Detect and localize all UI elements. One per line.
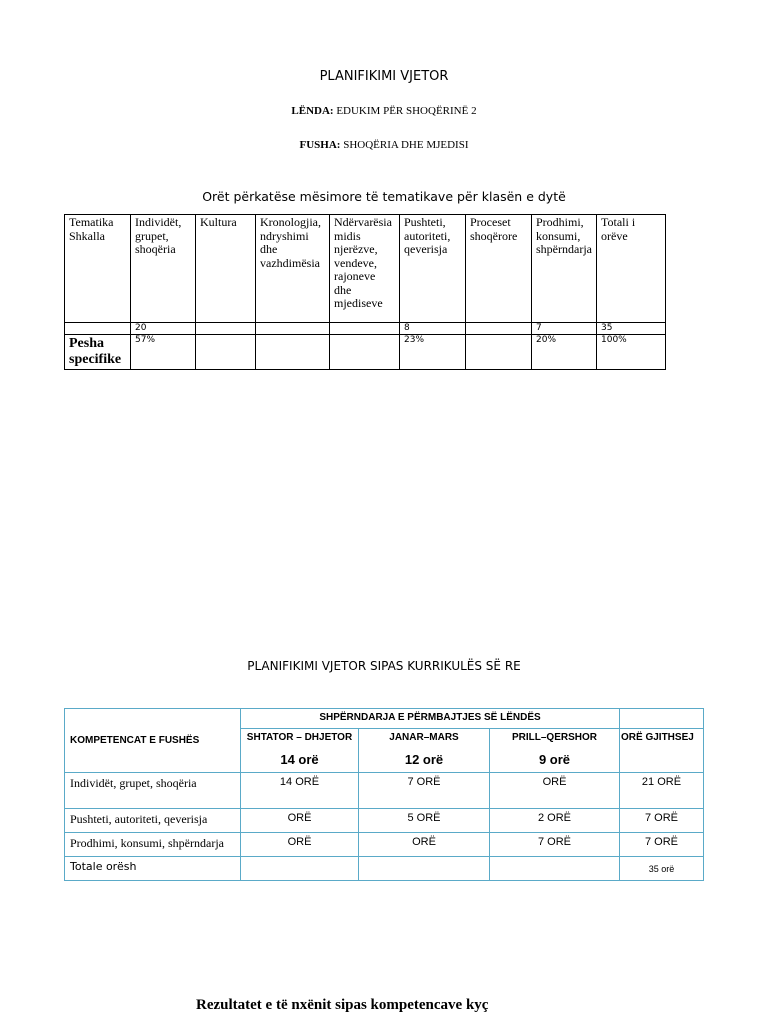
table-row	[65, 833, 704, 857]
table-cell: ORË	[359, 833, 490, 857]
table-header-row	[65, 215, 666, 323]
period-hours: 12 orë	[404, 752, 444, 767]
header-cell: Kultura	[196, 215, 256, 323]
period-name: PRILL–QERSHOR	[511, 732, 597, 743]
thematic-hours-table	[64, 214, 666, 370]
table-cell: 5 ORË	[359, 809, 490, 833]
table-cell	[196, 323, 256, 335]
table-cell: 7 ORË	[359, 773, 490, 809]
row-label: Pushteti, autoriteti, qeverisja	[65, 809, 241, 833]
table-cell: 100%	[597, 335, 666, 370]
period-header	[490, 729, 620, 773]
table-cell	[330, 335, 400, 370]
period-name: JANAR–MARS	[389, 732, 459, 743]
table-cell: ORË	[241, 833, 359, 857]
curriculum-plan-table	[64, 708, 704, 881]
table-header-row	[65, 709, 704, 729]
period-header	[359, 729, 490, 773]
table-cell: 20%	[532, 335, 597, 370]
table-cell	[256, 335, 330, 370]
header-cell: KOMPETENCAT E FUSHËS	[65, 709, 241, 773]
table-cell	[490, 857, 620, 881]
table-cell: 2 ORË	[490, 809, 620, 833]
table-row	[65, 857, 704, 881]
table-cell	[196, 335, 256, 370]
table-cell: 7 ORË	[620, 833, 704, 857]
table-cell: 35	[597, 323, 666, 335]
table-cell: 7 ORË	[620, 809, 704, 833]
period-name: SHTATOR – DHJETOR	[246, 732, 353, 743]
table1-caption: Orët përkatëse mësimore të tematikave për klasën e dytë	[202, 189, 566, 204]
table-cell: ORË	[490, 773, 620, 809]
header-cell: Proceset shoqërore	[466, 215, 532, 323]
table-cell	[466, 323, 532, 335]
field-line	[0, 139, 768, 151]
header-cell: Ndërvarësia midis njerëzve, vendeve, rajoneve dhe mjediseve	[330, 215, 400, 323]
table-cell	[241, 857, 359, 881]
table-cell: Pesha specifike	[65, 335, 131, 370]
table-row	[65, 773, 704, 809]
table-cell: 7 ORË	[490, 833, 620, 857]
subject-value: EDUKIM PËR SHOQËRINË 2	[333, 105, 477, 117]
field-label: FUSHA:	[299, 139, 341, 151]
table-row	[65, 323, 666, 335]
header-cell: Prodhimi, konsumi, shpërndarja	[532, 215, 597, 323]
table-cell: 35 orë	[620, 857, 704, 881]
table-cell	[330, 323, 400, 335]
period-header	[241, 729, 359, 773]
field-value: SHOQËRIA DHE MJEDISI	[340, 139, 469, 151]
table-cell: 14 ORË	[241, 773, 359, 809]
page-title: PLANIFIKIMI VJETOR	[319, 69, 449, 84]
table-cell: 23%	[400, 335, 466, 370]
table-cell	[359, 857, 490, 881]
table-cell	[65, 323, 131, 335]
footer-heading: Rezultatet e të nxënit sipas kompetencave kyç	[196, 997, 489, 1013]
subject-line	[0, 105, 768, 117]
header-cell	[620, 709, 704, 729]
section2-title: PLANIFIKIMI VJETOR SIPAS KURRIKULËS SË RE	[247, 659, 521, 673]
row-label: Prodhimi, konsumi, shpërndarja	[65, 833, 241, 857]
table-cell: 20	[131, 323, 196, 335]
table-cell: 21 ORË	[620, 773, 704, 809]
header-cell: ORË GJITHSEJ	[620, 729, 704, 773]
header-cell: Individët, grupet, shoqëria	[131, 215, 196, 323]
table-cell: 8	[400, 323, 466, 335]
period-hours: 14 orë	[280, 752, 319, 767]
table-cell: 57%	[131, 335, 196, 370]
table-cell	[256, 323, 330, 335]
period-hours: 9 orë	[538, 752, 571, 767]
header-cell: Totali i orëve	[597, 215, 666, 323]
subject-label: LËNDA:	[291, 105, 334, 117]
header-cell: SHPËRNDARJA E PËRMBAJTJES SË LËNDËS	[241, 709, 620, 729]
table-row	[65, 335, 666, 370]
table-cell	[466, 335, 532, 370]
row-label: Totale orësh	[65, 857, 241, 881]
header-cell: Tematika Shkalla	[65, 215, 131, 323]
table-cell: ORË	[241, 809, 359, 833]
table-row	[65, 809, 704, 833]
header-cell: Kronologjia, ndryshimi dhe vazhdimësia	[256, 215, 330, 323]
table-cell: 7	[532, 323, 597, 335]
header-cell: Pushteti, autoriteti, qeverisja	[400, 215, 466, 323]
row-label: Individët, grupet, shoqëria	[65, 773, 241, 809]
